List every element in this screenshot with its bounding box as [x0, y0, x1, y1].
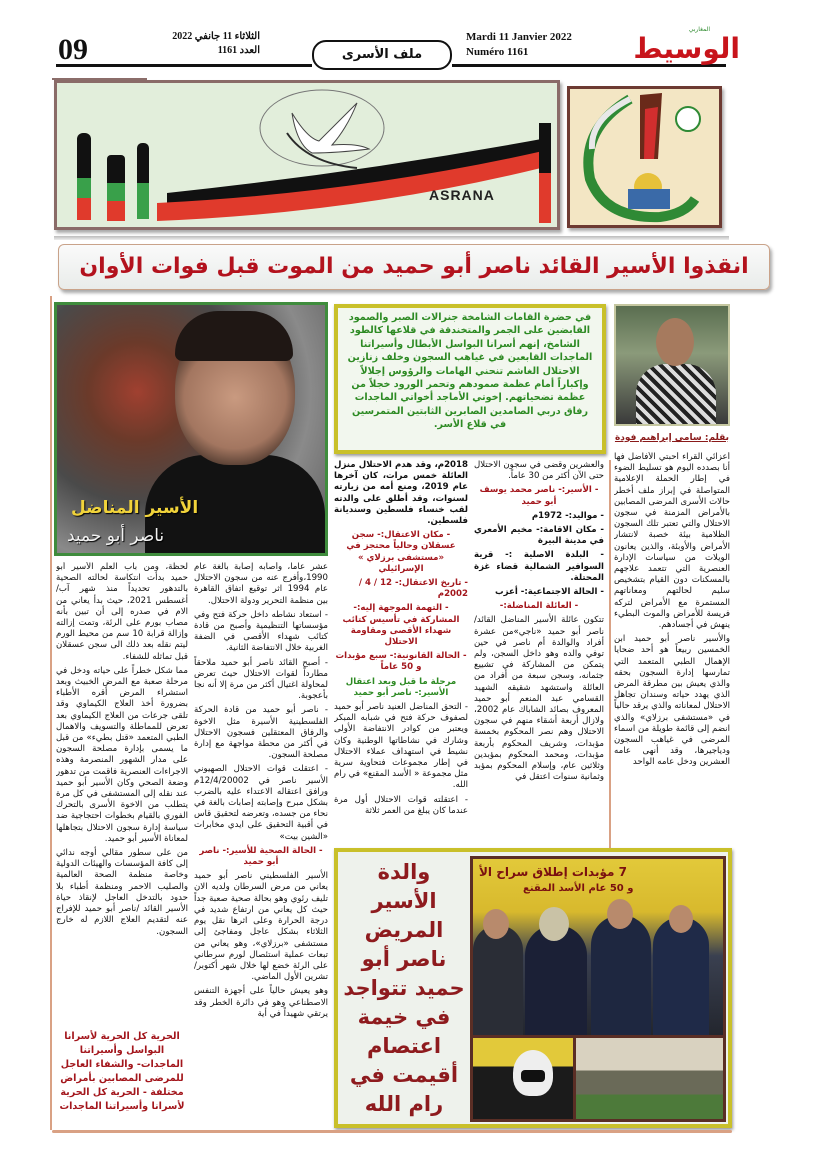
author-photo [614, 304, 730, 426]
asrana-logo-graphic [57, 83, 557, 227]
emblem-graphic [570, 89, 720, 225]
dove-ellipse [260, 90, 384, 166]
person-head [539, 907, 569, 941]
mosque-base [628, 189, 670, 209]
photo-caption-title: الأسير المناضل [71, 498, 199, 518]
person [653, 917, 709, 1035]
paragraph: أعزائي القراء أحبتي الأفاضل فها أنا بصدده اليوم هو تسليط الضوء في إطار الحملة الإعلامية المتواصلة في إبراز ملف أخطر حالات الأسرى المرضى المصابين بالأمراض المزمنة في سجون الاحتلال والتي تعتبر تلك السجون الظلامية بيئة خصبة لانتشار الأمراض والأوبئة، والذين يعانون الويلات من سياسات الإدارة العنصرية التي تتعمد علاجهم بالمسكنات دون القيام بتشخيص سليم لحالتهم ومعاناتهم المستمرة مع الأمراض لتركه فريسة للأمراض والموت البطيء ينهش في أجسادهم. [614, 452, 730, 631]
french-issue: Numéro 1161 [466, 46, 529, 58]
paragraph: وهو يعيش حالياً على أجهزة التنفس الاصطناعي وهو في دائرة الخطر وقد يرتقي شهيداً في أية [194, 986, 328, 1019]
arrest-place-field: - مكان الاعتقال:- سجن عسقلان وحالياً محتجز في «مستشفى برزلاي » الإسرائيلي [346, 530, 456, 574]
person [525, 925, 587, 1035]
person [473, 925, 523, 1035]
page-number: 09 [58, 33, 88, 66]
closing-slogan: الحرية كل الحرية لأسرانا البواسل وأسيراتنا الماجدات- والشفاء العاجل للمرضى المصابين بأمراض مختلفة - الحرية كل الحرية لأسرانا وأسيراتنا الماجدات [59, 1031, 185, 1112]
dove-icon [292, 103, 369, 153]
author-body [636, 364, 716, 426]
face-mask [521, 1070, 545, 1082]
legal-status-field: - الحالة القانونية:- سبع مؤبدات و 50 عاماً [335, 651, 467, 673]
person [591, 915, 651, 1035]
page-frame-bottom [52, 1130, 732, 1133]
person-head [607, 899, 633, 929]
photo-caption-name: ناصر أبو حميد [67, 526, 165, 546]
column-5 [56, 562, 188, 1024]
origin-field: - البلدة الاصلية :- قرية السوافير الشمالية قضاء غزة المحتلة. [474, 550, 604, 583]
marital-field: - الحالة الاجتماعية:- أعزب [495, 587, 604, 598]
french-date-block [466, 30, 572, 60]
sit-in-photo-main [473, 859, 723, 1035]
paragraph: - التحق المناضل العنيد ناصر أبو حميد لصفوف حركة فتح في شبابه المبكر ويعتبر من كوادر الانتفاضة الأولى وشارك في نشاطاتها الوطنية وكان نشيط في استهداف عملاء الاحتلال في إطار مجموعات فتحاوية سرية مثل مجموعة « الأسد المقنع» في رام الله. [334, 702, 468, 791]
arabic-date-block [160, 30, 260, 58]
column-3 [334, 460, 468, 842]
asrana-banner [54, 80, 560, 230]
paragraph: من على سطور مقالي أوجه ندائي إلى كافة المؤسسات والهيئات الدولية وخاصة منظمة الصحة العالمية والصليب الاحمر ومنظمة أطباء بلا حدود بالتدخل العاجل لإنقاذ حياة الأسير القائد /ناصر أبو حميد للإفراج عنه لتقديم العلاج اللازم له خارج السجون. [56, 848, 188, 937]
person-head [483, 909, 509, 939]
mother-caption: والدة الأسير المريض ناصر أبو حميد تتواجد في خيمة اعتصام أقيمت في رام الله [343, 860, 465, 1116]
paragraph: - اعتقلته قوات الاحتلال أول مرة عندما كان يبلغ من العمر ثلاثة [334, 794, 468, 816]
author-head [656, 318, 694, 366]
tent-banner-text-1: 7 مؤبدات إطلاق سراح الأ [479, 865, 627, 879]
header-rule-left [56, 64, 312, 67]
newspaper-logo-subtitle: المغاربي [688, 26, 710, 33]
paragraph: - أصبح القائد ناصر أبو حميد ملاحقاً مطارداً لقوات الاحتلال حيث تعرض لمحاولة اغتيال أكثر من مرة إلا أنه نجا بأعجوبة. [194, 657, 328, 702]
paragraph: - ناصر أبو حميد من قادة الحركة الفلسطينية الأسيرة مثل الاخوة والرفاق المعتقلين فسجون الاحتلال في أكثر من محطة مواجهة مع إدارة مصلحة السجون. [194, 705, 328, 761]
emblem-seal [676, 107, 700, 131]
birth-field: - مواليد:- 1972م [531, 510, 604, 521]
sit-in-photo-collage [470, 856, 726, 1122]
paragraph: والأسير ناصر أبو حميد ابن الخمسين ربيعاً هو أحد ضحايا الإهمال الطبي المتعمد التي تمارسها إدارة السجون بحقه والذي يعيش بين مطرقة المرض الذي يهدد حياته وسندان تجاهل الاحتلال لمعاناته والذي يرقد حالياً في «مستشفى برزلاي» والذي انضم إلى قائمة طويلة من اسماء المرضى في غياهب السجون ودياجيرها، وقد أنهى عامه العشرين ودخل عامه الواحد [614, 634, 730, 768]
mother-sit-in-box [334, 848, 732, 1128]
prisoners-emblem [567, 86, 722, 228]
charge-field: - التهمة الموجهة إليه:- المشاركة في تأسيس كتائب شهداء الأقصى ومقاومة الاحتلال [342, 603, 460, 648]
paragraph: عشر عاماً، وأصابه إصابة بالغة عام 1990،وأفرج عنه من سجون الاحتلال عام 1994 اثر توقيع اتفاق القاهرة بين منظمة التحرير ودولة الاحتلال. [194, 562, 328, 606]
french-date: Mardi 11 Janvier 2022 [466, 31, 572, 43]
section-label: ملف الأسرى [312, 40, 452, 70]
residence-field: - مكان الاقامة:- مخيم الأمعري في مدينة البيرة [474, 525, 604, 547]
intro-box: في حضرة القامات الشامخة جنرالات الصبر والصمود القابضين على الجمر والمتخندقة في قلاعها كالطود الشامخ، إنهم أسرانا البواسل الأبطال وأسيراتنا الماجدات القابعين في غياهب السجون وخلف زنازين الاحتلال الغاشم تنحني الهامات والرؤوس إجلالاً وإكباراً أمام عظمة صمودهم وتحمر الورود خجلاً من عظمة تضحياتهم. إخوتي الأماجد أخواتي الماجدات رفاق دربي الصامدين الصابرين الثابتين المتمرسين في قلاع الأسر. [334, 304, 606, 454]
column-divider [609, 460, 611, 860]
banner-shadow [54, 236, 729, 240]
column-4 [194, 562, 328, 1124]
prisoner-name-label: - الأسير:- ناصر محمد يوسف أبو حميد [479, 485, 599, 507]
article-headline: انقذوا الأسير القائد ناصر أبو حميد من الموت قبل فوات الأوان [58, 244, 770, 290]
arabic-issue: العدد 1161 [217, 45, 260, 56]
sit-in-photo-small-left [473, 1038, 573, 1119]
health-subheading: - الحالة الصحية للأسير:- ناصر أبو حميد [199, 845, 323, 868]
paragraph: تتكون عائلة الأسير المناضل القائد/ ناصر أبو حميد «ناجي»من عشرة أفراد والوالدة أم ناصر في حين توفي والده وهو داخل السجن، ولم يتمكن من المشاركة في تشييع جثمانه، وسجن سبعة من أفراد من العائلة واستشهد شقيقه الشهيد القسامي عبد المنعم أبو حميد المعروف بصائد الشاباك عام 2002، ولازال أربعة أشقاء منهم في سجون الاحتلال وهم نصر المحكوم بخمسة مؤبدات، وشريف المحكوم بأربعة مؤبدات، ومحمد المحكوم بمؤبدين وثلاثين عام، وإسلام المحكوم بمؤبد وثمانية سنوات اعتقل في [474, 615, 604, 783]
arabic-date: الثلاثاء 11 جانفي 2022 [172, 31, 260, 42]
column-2 [474, 460, 604, 842]
paragraph: الأسير الفلسطيني ناصر أبو حميد يعاني من مرض السرطان ولديه الان تليف رئوي وهو بحالة صحية صعبة جداً حيث كل يعاني من ارتفاع شديد في درجة الحرارة وعلى اثرها نقل يوم الثلاثاء بشكل عاجل ومفاجئ إلى مستشفى «برزلاي»، وهو يعاني من تبعات عملية استئصال لورم سرطاني على الرئة خضع لها خلال شهر أكتوبر/ تشرين الأول الماضي. [194, 871, 328, 983]
arrest-date-field: - تاريخ الاعتقال:- 12 / 4 / 2002م [358, 578, 468, 600]
paragraph: - اعتقلت قوات الاحتلال الصهيوني الأسير ناصر في 12/4/20002م ورافق اعتقاله الاعتداء عليه بالضرب بشكل مبرح وإصابته إصابات بالغة في نحاء من جسده، وتعرضه لتحقيق قاس في أقبية التحقيق على ايدي مخابرات «الشين بيت» [194, 764, 328, 842]
sit-in-photo-small-right [576, 1038, 723, 1119]
tent-banner-text-2: و 50 عام الأسد المقنع [523, 883, 634, 894]
asrana-latin-wordmark: ASRANA [429, 187, 495, 203]
person-head [669, 905, 693, 933]
newspaper-logo [628, 26, 740, 66]
stage-subheading: مرحلة ما قبل وبعد اعتقال الأسير:- ناصر أبو حميد [345, 676, 457, 698]
portrait-hair [175, 311, 293, 361]
page-frame-left [50, 296, 52, 1130]
paragraph: - استعاد نشاطه داخل حركة فتح وفي مؤسساتها التنظيمية وأصبح من قادة كتائب شهداء الأقصى في الضفة الغربية خلال الانتفاضة الثانية. [194, 609, 328, 654]
paragraph: 2018م، وقد هدم الاحتلال منزل العائلة خمس مرات، كان آخرها عام 2019، ومنع أمه من زيارته لسنوات، وقد أطلق على والدته لقب خنساء فلسطين وسنديانة فلسطين. [334, 460, 468, 527]
family-subheading: - العائلة المناضلة:- [499, 601, 579, 612]
paragraph: لحظة، ومن باب العلم الأسير أبو حميد بدأت انتكاسة لحالته الصحية بالتدهور تحديداً منذ شهر آب/ أغسطس 2021، حيث بدأ يعاني من الام في صدره إلى أن تبين بأنه مصاب بورم على الرئة، وتمت إزالته وإزالة قرابة 10 سم من محيط الورم ليتم نقله بعد ذلك الى سجن عسقلان قبل تماثله للشفاء. [56, 562, 188, 662]
byline: بقلم: سامي إبراهيم فودة [614, 433, 730, 443]
newspaper-logo-text: الوسيط [633, 32, 740, 65]
paragraph: والعشرين وقضى في سجون الاحتلال حتى الآن أكثر من 30 عاماً. [474, 460, 604, 482]
prisoner-portrait-photo [54, 302, 328, 556]
paragraph: مما شكل خطراً على حياته ودخل في مرحلة صعبة مع المرض الخبيث وبعد استشراء المرض أقره الأطباء بضرورة أخذ العلاج الكيماوي وقد تلقى جرعات من العلاج الكيماوي بعد تعرض للمماطلة والتسويف والاهمال الطبي المتعمد «قتل بطيء» من قبل ما يسمى بإدارة مصلحة السجون على مدار الشهور المنصرمة وهذه الاجراءات العنصرية فاقمت من تدهور وضعة الصحي وكان الأسير أبو حميد عند نقله إلى المستشفى في كل مرة يتطلب من الاخوة الأسرى بالتحرك الفوري بالقيام بخطوات احتجاجية ضد سياسة إدارة سجون الاحتلال بتجاهلها لمعاناة الأسير أبو حميد. [56, 665, 188, 844]
column-1 [614, 452, 730, 862]
